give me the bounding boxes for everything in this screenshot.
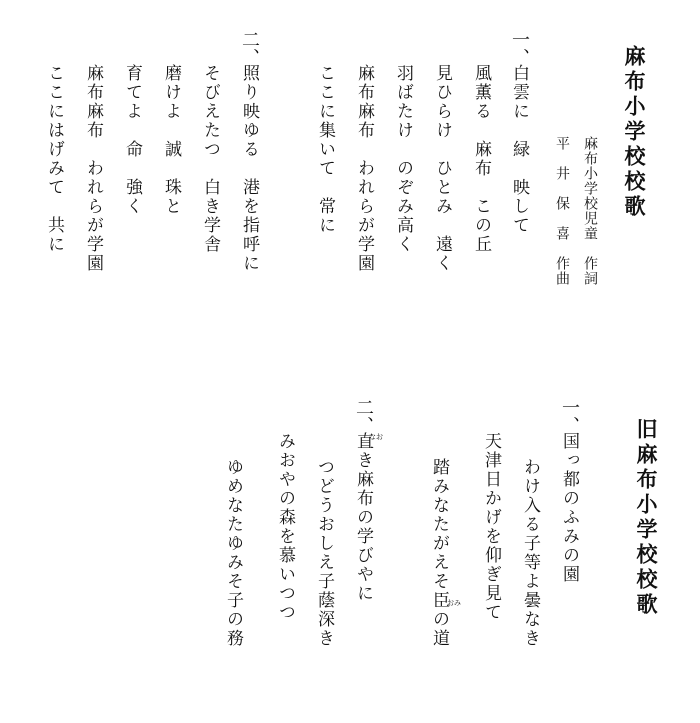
old-verse-1-number: 一、 <box>559 398 580 434</box>
old-verse-2-line-1: 直き麻布の学びやに <box>353 432 373 603</box>
current-verse-2-line-6: ここにはげみて 共に <box>44 64 64 254</box>
old-song-title: 旧麻布小学校校歌 <box>634 418 659 618</box>
old-verse-1-line-3: 天津日かげを仰ぎ見て <box>481 432 501 622</box>
current-verse-2-number: 二、 <box>239 30 260 66</box>
current-verse-1-line-1: 白雲に 緑 映して <box>509 64 529 235</box>
current-verse-2-line-5: 麻布麻布 われらが学園 <box>83 64 103 273</box>
current-verse-1-line-4: 羽ばたけ のぞみ高く <box>393 64 413 254</box>
current-verse-1-number: 一、 <box>509 30 530 66</box>
current-verse-1-line-6: ここに集いて 常に <box>315 64 335 235</box>
old-verse-1-line-4: 踏みなたがえそ臣の道 <box>429 458 449 648</box>
old-verse-2-line-2: つどうおしえ子蔭深き <box>314 458 334 648</box>
ruby-omi: おみ <box>447 599 461 607</box>
ruby-nao: なお <box>369 433 383 441</box>
current-verse-1-line-3: 見ひらけ ひとみ 遠く <box>432 64 452 273</box>
current-verse-1-line-5: 麻布麻布 われらが学園 <box>354 64 374 273</box>
composer-credit: 平 井 保 喜 作曲 <box>554 136 570 286</box>
current-verse-1-line-2: 風薫る 麻布 この丘 <box>471 64 491 254</box>
current-verse-2-line-3: 磨けよ 誠 珠と <box>161 64 181 216</box>
old-verse-2-line-4: ゆめなたゆみそ子の務 <box>223 458 243 648</box>
current-verse-2-line-1: 照り映ゆる 港を指呼に <box>239 64 259 273</box>
current-song-title: 麻布小学校校歌 <box>622 45 647 220</box>
old-verse-1-line-2: わけ入る子等よ曇なき <box>520 458 540 648</box>
lyricist-credit: 麻布小学校児童 作詞 <box>582 136 598 286</box>
old-verse-2-number: 二、 <box>353 398 374 434</box>
old-verse-1-line-1: 国っ都のふみの園 <box>559 432 579 584</box>
current-verse-2-line-2: そびえたつ 白き学舎 <box>200 64 220 254</box>
old-verse-2-line-3: みおやの森を慕いつつ <box>275 432 295 622</box>
current-verse-2-line-4: 育てよ 命 強く <box>122 64 142 216</box>
